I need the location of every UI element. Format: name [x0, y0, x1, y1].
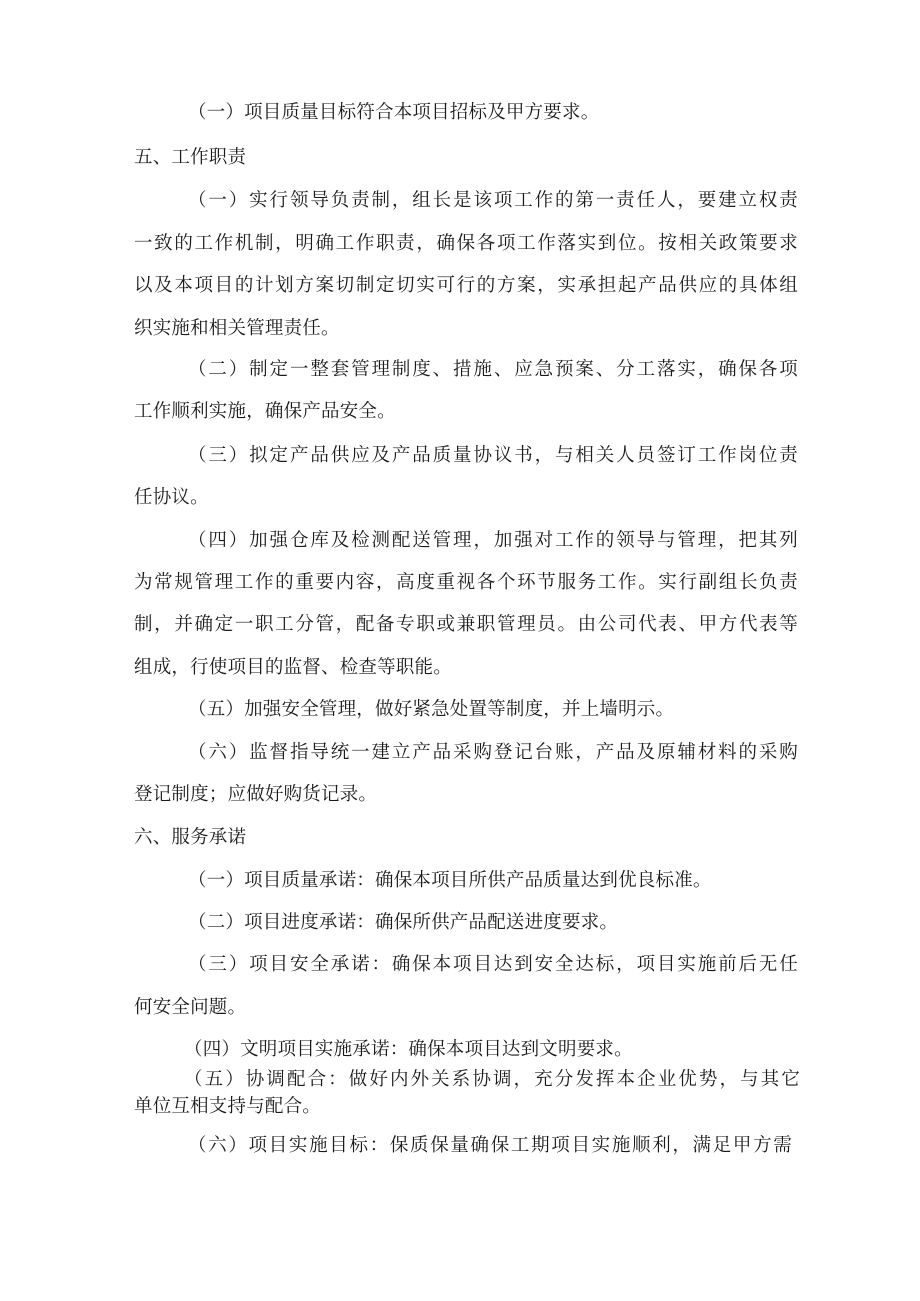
section5-item3-line2: 任协议。	[134, 487, 209, 508]
section5-item3-line1: （三）拟定产品供应及产品质量协议书，与相关人员签订工作岗位责	[188, 445, 798, 466]
section6-item1: （一）项目质量承诺：确保本项目所供产品质量达到优良标准。	[188, 870, 712, 891]
section6-item3-line2: 何安全问题。	[134, 997, 247, 1018]
section5-item5: （五）加强安全管理，做好紧急处置等制度，并上墙明示。	[188, 699, 675, 720]
section4-item1: （一）项目质量目标符合本项目招标及甲方要求。	[188, 102, 600, 123]
section6-item6-line1: （六）项目实施目标：保质保量确保工期项目实施顺利，满足甲方需	[188, 1135, 792, 1156]
section5-item2-line1: （二）制定一整套管理制度、措施、应急预案、分工落实，确保各项	[188, 359, 798, 380]
section5-item6-line2: 登记制度；应做好购货记录。	[134, 784, 378, 805]
section5-item4-line2: 为常规管理工作的重要内容，高度重视各个环节服务工作。实行副组长负责	[134, 572, 798, 593]
section5-item1-line1: （一）实行领导负责制，组长是该项工作的第一责任人，要建立权责	[188, 190, 798, 211]
section5-item1-line2: 一致的工作机制，明确工作职责，确保各项工作落实到位。按相关政策要求	[134, 233, 798, 254]
section5-item2-line2: 工作顺利实施，确保产品安全。	[134, 401, 396, 422]
section6-item5-line1: （五）协调配合：做好内外关系协调，充分发挥本企业优势，与其它	[184, 1069, 800, 1090]
section6-item4: （四）文明项目实施承诺：确保本项目达到文明要求。	[184, 1039, 633, 1060]
section6-item5-line2: 单位互相支持与配合。	[134, 1096, 322, 1117]
section5-heading: 五、工作职责	[134, 147, 247, 168]
section6-item3-line1: （三）项目安全承诺：确保本项目达到安全达标，项目实施前后无任	[188, 954, 798, 975]
section5-item4-line1: （四）加强仓库及检测配送管理，加强对工作的领导与管理，把其列	[188, 530, 798, 551]
section5-item1-line3: 以及本项目的计划方案切制定切实可行的方案，实承担起产品供应的具体组	[134, 275, 798, 296]
section5-item1-line4: 织实施和相关管理责任。	[134, 318, 340, 339]
section6-heading: 六、服务承诺	[134, 827, 247, 848]
section6-item2: （二）项目进度承诺：确保所供产品配送进度要求。	[188, 912, 619, 933]
section5-item4-line4: 组成，行使项目的监督、检查等职能。	[134, 657, 452, 678]
section5-item4-line3: 制，并确定一职工分管，配备专职或兼职管理员。由公司代表、甲方代表等	[134, 614, 798, 635]
section5-item6-line1: （六）监督指导统一建立产品采购登记台账，产品及原辅材料的采购	[188, 742, 798, 763]
